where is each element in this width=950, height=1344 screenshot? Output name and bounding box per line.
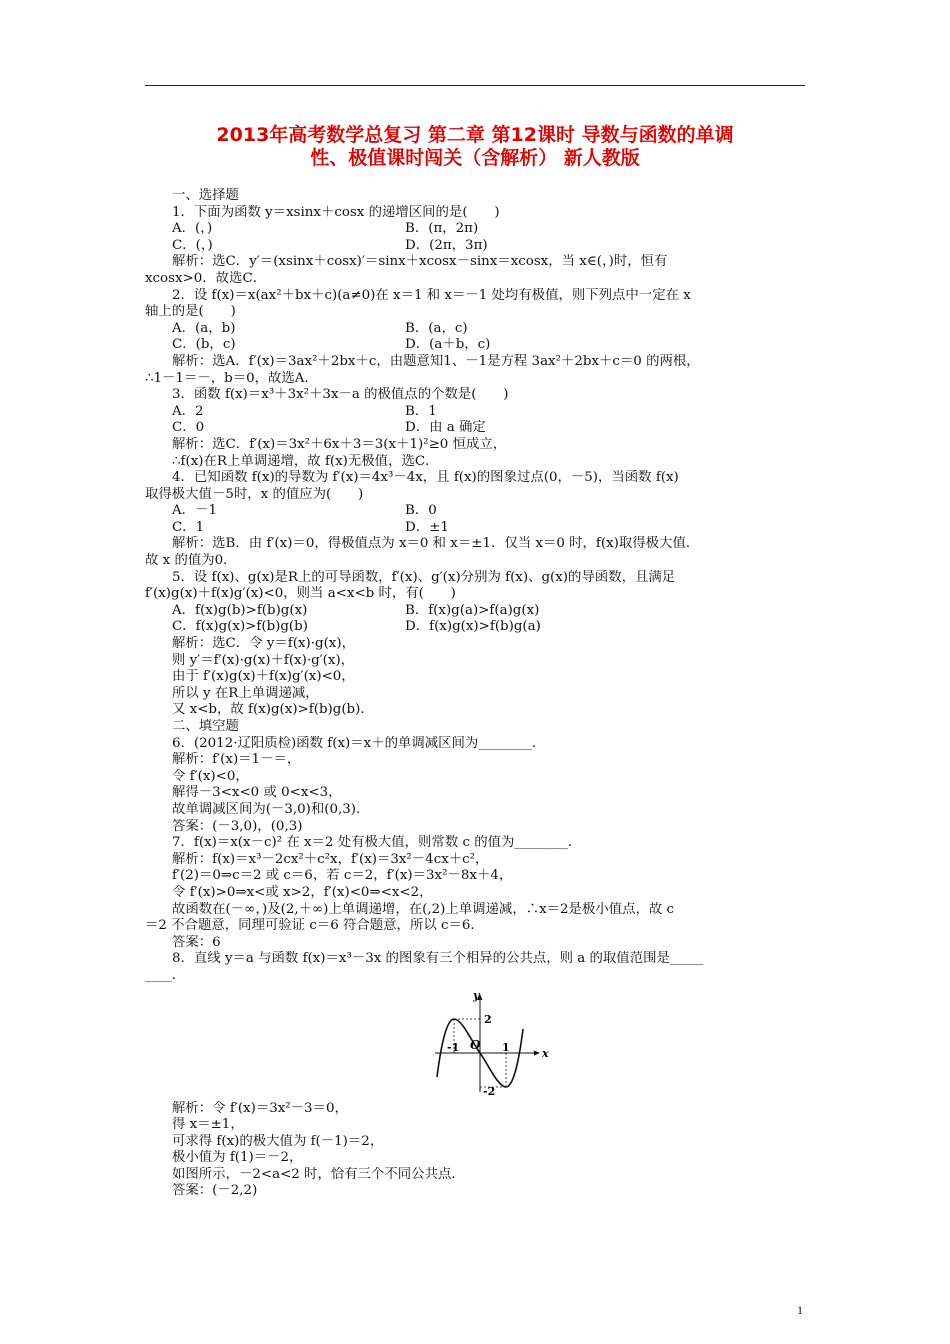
text-line: 5．设 f(x)、g(x)是R上的可导函数，f′(x)、g′(x)分别为 f(x)、g(x)的导函数，且满足 bbox=[172, 569, 676, 585]
option: A．f(x)g(b)>f(b)g(x) bbox=[172, 602, 308, 618]
option: A．(a，b) bbox=[172, 320, 236, 336]
text-line: 故 x 的值为0． bbox=[145, 553, 237, 569]
tick-label-neg2: -2 bbox=[483, 1084, 496, 1097]
document-title bbox=[140, 124, 810, 170]
text-line: 解析：选C．令 y＝f(x)·g(x)， bbox=[172, 636, 355, 652]
cubic-graph bbox=[430, 987, 550, 1097]
option: C．1 bbox=[172, 519, 205, 535]
option: C．(，) bbox=[172, 237, 213, 253]
text-line: f′(2)＝0⇒c＝2 或 c＝6，若 c＝2，f′(x)＝3x²－8x＋4， bbox=[172, 868, 513, 884]
text-line: 则 y′＝f′(x)·g(x)＋f(x)·g′(x)， bbox=[172, 652, 355, 668]
text-line: 取得极大值－5时，x 的值应为( ) bbox=[145, 486, 364, 502]
text-line: 答案：(－3,0)，(0,3) bbox=[172, 818, 303, 834]
text-line: 解得－3<x<0 或 0<x<3， bbox=[172, 785, 342, 801]
text-line: 又 x<b，故 f(x)g(x)>f(b)g(b)． bbox=[172, 702, 374, 718]
option: A．－1 bbox=[172, 503, 217, 519]
text-line: 由于 f′(x)g(x)＋f(x)g′(x)<0， bbox=[172, 669, 355, 685]
option-row bbox=[145, 337, 815, 354]
text-line: ____． bbox=[145, 967, 186, 983]
title-line-1: 2013年高考数学总复习 第二章 第12课时 导数与函数的单调 bbox=[216, 124, 734, 146]
text-line: ＝2 不合题意，同理可验证 c＝6 符合题意，所以 c＝6． bbox=[145, 918, 484, 934]
text-line: 4．已知函数 f(x)的导数为 f′(x)＝4x³－4x，且 f(x)的图象过点(0，－5)，当函数 f(x) bbox=[172, 470, 679, 486]
y-axis-label: y bbox=[473, 988, 480, 1002]
text-line: 7．f(x)＝x(x－c)² 在 x＝2 处有极大值，则常数 c 的值为________． bbox=[172, 835, 582, 851]
option: D．(a＋b，c) bbox=[405, 337, 491, 353]
option: B．0 bbox=[405, 503, 437, 519]
text-line: 令 f′(x)>0⇒x<或 x>2，f′(x)<0⇒<x<2， bbox=[172, 884, 433, 900]
option: B．(a，c) bbox=[405, 320, 468, 336]
text-line: 极小值为 f(1)＝－2， bbox=[172, 1150, 303, 1166]
option: C．(b，c) bbox=[172, 337, 236, 353]
text-line: 答案：6 bbox=[172, 934, 221, 950]
text-line: 3．函数 f(x)＝x³＋3x²＋3x－a 的极值点的个数是( ) bbox=[172, 387, 509, 403]
text-line: 2．设 f(x)＝x(ax²＋bx＋c)(a≠0)在 x＝1 和 x＝－1 处均有极值，则下列点中一定在 x bbox=[172, 287, 691, 303]
text-line: 6．(2012·辽阳质检)函数 f(x)＝x＋的单调减区间为________． bbox=[172, 735, 546, 751]
tick-label-pos1: 1 bbox=[502, 1040, 510, 1054]
option: D．f(x)g(x)>f(b)g(a) bbox=[405, 619, 541, 635]
option-row bbox=[145, 321, 815, 338]
option: C．0 bbox=[172, 420, 205, 436]
option: A．(，) bbox=[172, 221, 213, 237]
text-line: ∴1－1＝－，b＝0，故选A． bbox=[145, 370, 318, 386]
option-row bbox=[145, 238, 815, 255]
option-row bbox=[145, 503, 815, 520]
text-line: 解析：选A．f′(x)＝3ax²＋2bx＋c，由题意知1、－1是方程 3ax²＋2bx＋c＝0 的两根， bbox=[172, 353, 700, 369]
option-row bbox=[145, 603, 815, 620]
text-line: 解析：f(x)＝x³－2cx²＋c²x，f′(x)＝3x²－4cx＋c²， bbox=[172, 851, 489, 867]
page-number: 1 bbox=[797, 1303, 803, 1317]
x-axis-arrow bbox=[534, 1050, 540, 1055]
text-line: 令 f′(x)<0， bbox=[172, 768, 249, 784]
origin-label: O bbox=[470, 1037, 481, 1052]
text-line: 解析：选C．y′＝(xsinx＋cosx)′＝sinx＋xcosx－sinx＝xcosx，当 x∈(，)时，恒有 bbox=[172, 254, 668, 270]
text-line: 故单调减区间为(－3,0)和(0,3)． bbox=[172, 801, 370, 817]
text-line: 解析：选C．f′(x)＝3x²＋6x＋3＝3(x＋1)²≥0 恒成立， bbox=[172, 436, 507, 452]
text-line: 解析：令 f′(x)＝3x²－3＝0， bbox=[172, 1100, 348, 1116]
option-row bbox=[145, 404, 815, 421]
text-line: 答案：(－2,2) bbox=[172, 1183, 258, 1199]
text-line: 可求得 f(x)的极大值为 f(－1)＝2， bbox=[172, 1133, 384, 1149]
option: D．±1 bbox=[405, 519, 449, 535]
option: D．(2π，3π) bbox=[405, 237, 488, 253]
option: B．1 bbox=[405, 403, 437, 419]
text-line: ∴f(x)在R上单调递增，故 f(x)无极值，选C． bbox=[172, 453, 439, 469]
tick-label-pos2: 2 bbox=[484, 1012, 492, 1026]
text-line: 解析：选B．由 f′(x)＝0，得极值点为 x＝0 和 x＝±1．仅当 x＝0 时，f(x)取得极大值． bbox=[172, 536, 700, 552]
option-row bbox=[145, 221, 815, 238]
text-line: xcosx>0．故选C． bbox=[145, 270, 267, 286]
x-axis-label: x bbox=[542, 1046, 549, 1060]
document-body bbox=[145, 188, 815, 1200]
title-line-2: 性、极值课时闯关（含解析） 新人教版 bbox=[310, 147, 640, 169]
text-line: 解析：f′(x)＝1－＝， bbox=[172, 752, 301, 768]
text-line: 一、选择题 bbox=[172, 188, 239, 203]
text-line: 所以 y 在R上单调递减， bbox=[172, 685, 319, 701]
header-rule bbox=[145, 85, 805, 86]
text-line: 轴上的是( ) bbox=[145, 304, 236, 320]
option: C．f(x)g(x)>f(b)g(b) bbox=[172, 619, 308, 635]
option-row bbox=[145, 520, 815, 537]
text-line: 8．直线 y＝a 与函数 f(x)＝x³－3x 的图象有三个相异的公共点，则 a 的取值范围是_____ bbox=[172, 951, 704, 967]
option: B．(π，2π) bbox=[405, 221, 479, 237]
text-line: 得 x＝±1， bbox=[172, 1117, 244, 1133]
text-line: 二、填空题 bbox=[172, 719, 239, 734]
option: A．2 bbox=[172, 403, 204, 419]
text-line: 1．下面为函数 y＝xsinx＋cosx 的递增区间的是( ) bbox=[172, 204, 500, 220]
text-line: f′(x)g(x)＋f(x)g′(x)<0，则当 a<x<b 时，有( ) bbox=[145, 586, 456, 602]
option-row bbox=[145, 420, 815, 437]
text-line: 故函数在(－∞，)及(2,＋∞)上单调递增，在(,2)上单调递减，∴x＝2是极小值点，故 c bbox=[172, 901, 675, 917]
option-row bbox=[145, 619, 815, 636]
text-line: 如图所示，－2<a<2 时，恰有三个不同公共点． bbox=[172, 1166, 465, 1182]
option: D．由 a 确定 bbox=[405, 420, 486, 436]
tick-label-neg1: -1 bbox=[447, 1040, 460, 1054]
option: B．f(x)g(a)>f(a)g(x) bbox=[405, 602, 540, 618]
cubic-graph-figure bbox=[145, 987, 815, 1097]
